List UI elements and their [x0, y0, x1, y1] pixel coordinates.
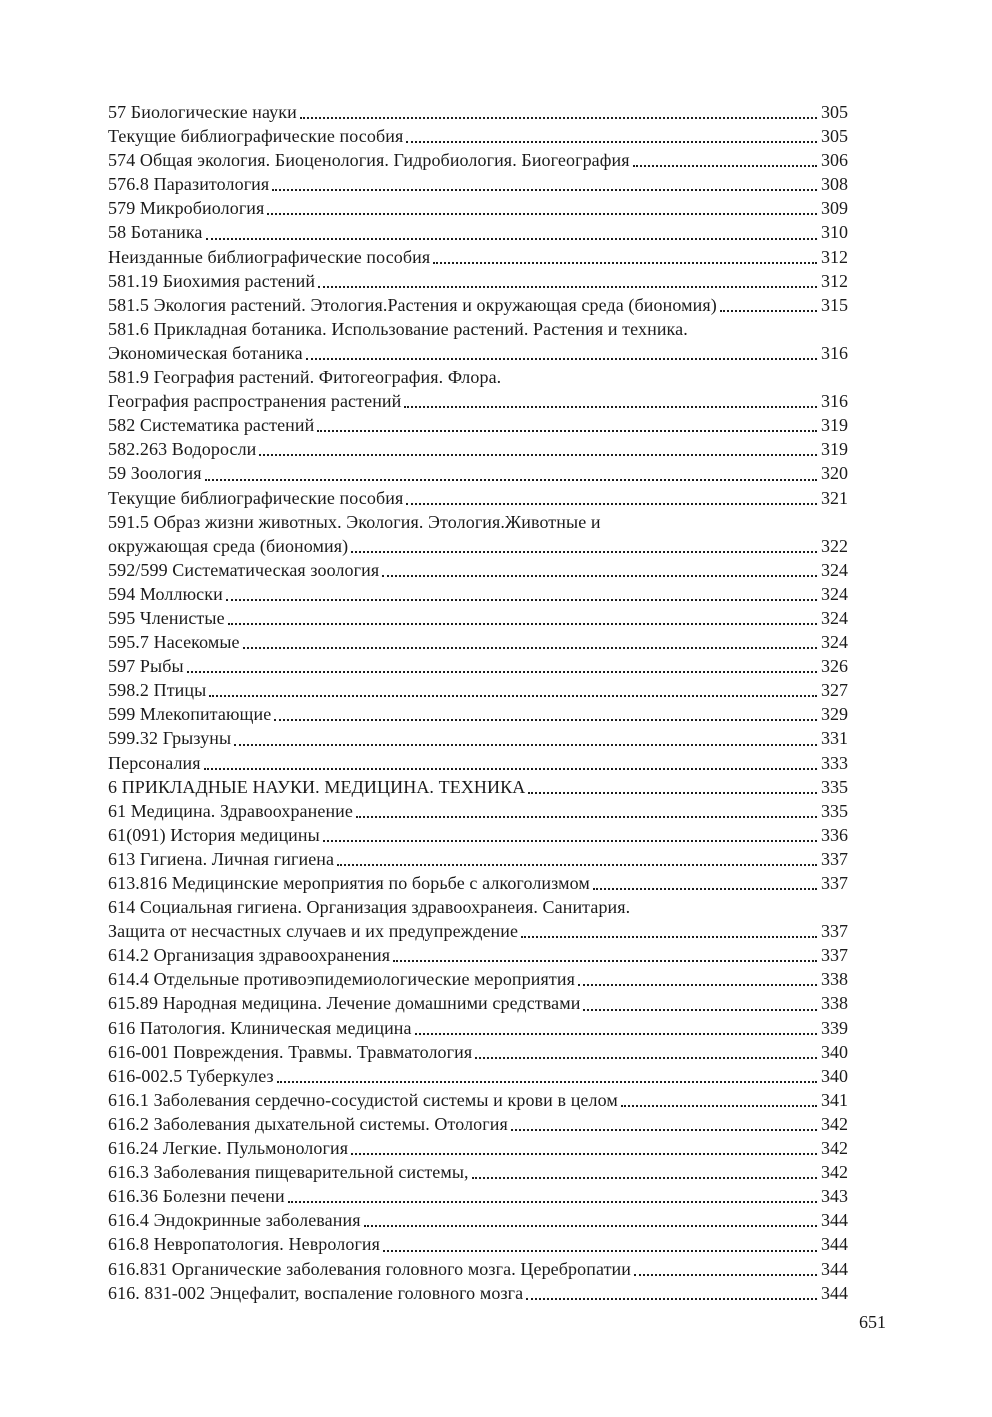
toc-entry-page-number: 335	[821, 800, 848, 821]
toc-entry	[108, 654, 848, 678]
dot-leader	[511, 1129, 817, 1131]
toc-entry	[108, 847, 848, 871]
toc-entry-label: 591.5 Образ жизни животных. Экология. Этология.Животные и	[108, 511, 601, 532]
toc-entry-page-number: 342	[821, 1113, 848, 1134]
toc-entry	[108, 1016, 848, 1040]
toc-entry-page-number: 309	[821, 198, 848, 219]
toc-entry-label: 581.19 Биохимия растений	[108, 270, 316, 291]
dot-leader	[323, 840, 817, 842]
toc-entry-label: 614 Социальная гигиена. Организация здравоохранеия. Санитария.	[108, 897, 631, 918]
toc-entry-page-number: 336	[821, 824, 848, 845]
toc-entry-page-number: 344	[821, 1258, 848, 1279]
toc-entry	[108, 124, 848, 148]
toc-entry-page-number: 326	[821, 656, 848, 677]
toc-entry-label: 57 Биологические науки	[108, 102, 297, 122]
toc-entry	[108, 895, 848, 919]
toc-entry-page-number: 306	[821, 150, 848, 171]
toc-entry-page-number: 344	[821, 1282, 848, 1303]
toc-entry	[108, 967, 848, 991]
toc-entry	[108, 389, 848, 413]
dot-leader	[472, 1177, 817, 1179]
dot-leader	[393, 960, 817, 962]
toc-entry-page-number: 324	[821, 632, 848, 653]
toc-entry	[108, 220, 848, 244]
toc-entry-label: 616.1 Заболевания сердечно-сосудистой системы и крови в целом	[108, 1089, 618, 1110]
dot-leader	[187, 671, 817, 673]
dot-leader	[272, 189, 817, 191]
toc-entry-label: 614.4 Отдельные противоэпидемиологические мероприятия	[108, 969, 575, 990]
toc-entry	[108, 799, 848, 823]
dot-leader	[583, 1009, 817, 1011]
toc-entry	[108, 1160, 848, 1184]
toc-entry-label: 574 Общая экология. Биоценология. Гидробиология. Биогеография	[108, 150, 630, 171]
dot-leader	[404, 406, 817, 408]
toc-entry-page-number: 316	[821, 391, 848, 412]
dot-leader	[234, 744, 817, 746]
dot-leader	[406, 141, 817, 143]
dot-leader	[351, 551, 817, 553]
toc-entry	[108, 606, 848, 630]
toc-entry	[108, 148, 848, 172]
dot-leader	[383, 1250, 817, 1252]
toc-entry-label: 581.6 Прикладная ботаника. Использование растений. Растения и техника.	[108, 318, 688, 339]
dot-leader	[528, 792, 817, 794]
toc-entry	[108, 317, 848, 341]
toc-entry-label: 595 Членистые	[108, 607, 225, 628]
dot-leader	[228, 623, 817, 625]
dot-leader	[317, 430, 817, 432]
toc-entry	[108, 823, 848, 847]
toc-entry	[108, 172, 848, 196]
toc-entry	[108, 1208, 848, 1232]
table-of-contents	[108, 100, 848, 1305]
toc-entry-label: 581.5 Экология растений. Этология.Растения и окружающая среда (биономия)	[108, 294, 717, 315]
dot-leader	[364, 1225, 817, 1227]
toc-entry-label: 616. 831-002 Энцефалит, воспаление головного мозга	[108, 1282, 524, 1303]
toc-entry-label: 616-002.5 Туберкулез	[108, 1065, 274, 1086]
toc-entry-page-number: 322	[821, 535, 848, 556]
toc-entry-page-number: 319	[821, 439, 848, 460]
toc-entry-label: 616-001 Повреждения. Травмы. Травматология	[108, 1041, 473, 1062]
dot-leader	[382, 575, 817, 577]
toc-entry-label: 616.3 Заболевания пищеварительной системы,	[108, 1162, 469, 1183]
toc-entry	[108, 726, 848, 750]
toc-entry-label: 615.89 Народная медицина. Лечение домашними средствами	[108, 993, 581, 1014]
toc-entry-page-number: 342	[821, 1162, 848, 1183]
toc-entry-page-number: 329	[821, 704, 848, 725]
toc-entry-page-number: 337	[821, 873, 848, 893]
toc-entry-label: 616.831 Органические заболевания головного мозга. Церебропатии	[108, 1258, 632, 1279]
toc-entry-label: окружающая среда (биономия)	[108, 535, 349, 556]
toc-entry-page-number: 316	[821, 342, 848, 363]
toc-entry-page-number: 312	[821, 270, 848, 291]
toc-entry	[108, 582, 848, 606]
toc-entry-label: 594 Моллюски	[108, 583, 223, 604]
toc-entry	[108, 269, 848, 293]
toc-entry	[108, 1040, 848, 1064]
toc-entry	[108, 1112, 848, 1136]
dot-leader	[204, 768, 817, 770]
toc-entry-page-number: 337	[821, 945, 848, 966]
toc-entry-page-number: 344	[821, 1234, 848, 1255]
toc-entry	[108, 100, 848, 124]
toc-entry-page-number: 338	[821, 993, 848, 1014]
toc-entry	[108, 702, 848, 726]
dot-leader	[274, 719, 817, 721]
dot-leader	[306, 358, 817, 360]
toc-entry-label: Защита от несчастных случаев и их предупреждение	[108, 921, 519, 942]
toc-entry-page-number: 342	[821, 1138, 848, 1159]
toc-entry	[108, 1064, 848, 1088]
toc-entry-page-number: 319	[821, 415, 848, 436]
toc-entry-label: 6 ПРИКЛАДНЫЕ НАУКИ. МЕДИЦИНА. ТЕХНИКА	[108, 776, 526, 797]
dot-leader	[226, 599, 817, 601]
toc-entry-label: 616 Патология. Клиническая медицина	[108, 1017, 412, 1038]
toc-entry-page-number: 333	[821, 752, 848, 773]
toc-entry-label: 616.24 Легкие. Пульмонология	[108, 1138, 349, 1159]
toc-entry	[108, 1281, 848, 1305]
toc-entry-label: 579 Микробиология	[108, 198, 265, 219]
toc-entry-page-number: 341	[821, 1089, 848, 1110]
toc-entry-page-number: 339	[821, 1017, 848, 1038]
toc-entry	[108, 991, 848, 1015]
dot-leader	[205, 479, 817, 481]
dot-leader	[243, 647, 817, 649]
toc-entry-page-number: 324	[821, 559, 848, 580]
toc-entry	[108, 461, 848, 485]
toc-entry	[108, 1257, 848, 1281]
toc-entry	[108, 751, 848, 775]
toc-entry-page-number: 340	[821, 1065, 848, 1086]
dot-leader	[475, 1057, 817, 1059]
dot-leader	[318, 286, 817, 288]
toc-entry-label: 61 Медицина. Здравоохранение	[108, 800, 354, 821]
toc-entry-page-number: 315	[821, 294, 848, 315]
toc-entry	[108, 510, 848, 534]
toc-entry-page-number: 324	[821, 583, 848, 604]
toc-entry	[108, 678, 848, 702]
dot-leader	[433, 262, 817, 264]
toc-entry-label: 616.4 Эндокринные заболевания	[108, 1210, 361, 1231]
toc-entry-label: 616.2 Заболевания дыхательной системы. Отология	[108, 1113, 508, 1134]
toc-entry-label: 59 Зоология	[108, 463, 202, 484]
toc-entry	[108, 413, 848, 437]
toc-entry-label: 616.36 Болезни печени	[108, 1186, 285, 1207]
toc-entry-page-number: 340	[821, 1041, 848, 1062]
toc-entry	[108, 871, 848, 895]
toc-entry-label: 598.2 Птицы	[108, 680, 207, 701]
toc-entry-page-number: 308	[821, 174, 848, 195]
toc-entry-label: 613 Гигиена. Личная гигиена	[108, 848, 335, 869]
dot-leader	[720, 310, 817, 312]
toc-entry-label: Экономическая ботаника	[108, 342, 303, 363]
toc-entry	[108, 630, 848, 654]
toc-entry-page-number: 344	[821, 1210, 848, 1231]
folio-page-number: 651	[859, 1312, 886, 1332]
toc-entry-label: 597 Рыбы	[108, 656, 184, 677]
dot-leader	[633, 165, 817, 167]
dot-leader	[621, 1105, 817, 1107]
toc-entry	[108, 437, 848, 461]
toc-entry	[108, 293, 848, 317]
dot-leader	[406, 503, 817, 505]
toc-entry-label: 576.8 Паразитология	[108, 174, 270, 195]
toc-entry-page-number: 338	[821, 969, 848, 990]
dot-leader	[288, 1201, 817, 1203]
toc-entry	[108, 1232, 848, 1256]
toc-entry-page-number: 321	[821, 487, 848, 508]
toc-entry-label: 592/599 Систематическая зоология	[108, 559, 380, 580]
dot-leader	[267, 213, 817, 215]
toc-entry-page-number: 305	[821, 102, 848, 122]
toc-entry-label: Текущие библиографические пособия	[108, 126, 404, 147]
toc-entry-page-number: 335	[821, 776, 848, 797]
dot-leader	[351, 1153, 817, 1155]
toc-entry-page-number: 305	[821, 126, 848, 147]
toc-entry-label: 58 Ботаника	[108, 222, 203, 243]
toc-entry-label: 582 Систематика растений	[108, 415, 315, 436]
toc-entry	[108, 943, 848, 967]
dot-leader	[300, 117, 817, 119]
dot-leader	[356, 816, 817, 818]
toc-entry	[108, 1184, 848, 1208]
toc-entry	[108, 558, 848, 582]
toc-entry	[108, 365, 848, 389]
toc-entry-label: 61(091) История медицины	[108, 824, 320, 845]
dot-leader	[578, 984, 817, 986]
toc-entry	[108, 1088, 848, 1112]
toc-entry	[108, 919, 848, 943]
dot-leader	[521, 936, 817, 938]
toc-entry-label: 581.9 География растений. Фитогеография. Флора.	[108, 367, 502, 388]
dot-leader	[526, 1298, 817, 1300]
toc-entry-label: Текущие библиографические пособия	[108, 487, 404, 508]
dot-leader	[593, 888, 817, 890]
toc-entry-page-number: 324	[821, 607, 848, 628]
toc-entry-label: 613.816 Медицинские мероприятия по борьбе с алкоголизмом	[108, 873, 590, 893]
toc-entry-label: 599.32 Грызуны	[108, 728, 232, 749]
toc-entry-page-number: 343	[821, 1186, 848, 1207]
toc-entry-page-number: 310	[821, 222, 848, 243]
toc-entry-label: 595.7 Насекомые	[108, 632, 240, 653]
toc-entry-label: Неизданные библиографические пособия	[108, 246, 431, 267]
dot-leader	[634, 1274, 817, 1276]
toc-entry-label: 614.2 Организация здравоохранения	[108, 945, 391, 966]
toc-entry-label: 616.8 Невропатология. Неврология	[108, 1234, 381, 1255]
dot-leader	[415, 1033, 817, 1035]
toc-entry	[108, 1136, 848, 1160]
toc-entry	[108, 775, 848, 799]
dot-leader	[337, 864, 817, 866]
toc-entry-page-number: 337	[821, 921, 848, 942]
toc-entry	[108, 486, 848, 510]
toc-entry-page-number: 320	[821, 463, 848, 484]
dot-leader	[277, 1081, 817, 1083]
toc-entry-page-number: 327	[821, 680, 848, 701]
dot-leader	[259, 454, 817, 456]
toc-entry-page-number: 337	[821, 848, 848, 869]
toc-entry-label: 599 Млекопитающие	[108, 704, 272, 725]
toc-entry-label: География распространения растений	[108, 391, 402, 412]
dot-leader	[206, 238, 817, 240]
toc-entry	[108, 341, 848, 365]
dot-leader	[209, 695, 817, 697]
toc-entry	[108, 196, 848, 220]
toc-entry-page-number: 312	[821, 246, 848, 267]
toc-entry	[108, 245, 848, 269]
toc-entry	[108, 534, 848, 558]
toc-entry-label: 582.263 Водоросли	[108, 439, 257, 460]
toc-entry-label: Персоналия	[108, 752, 201, 773]
toc-entry-page-number: 331	[821, 728, 848, 749]
